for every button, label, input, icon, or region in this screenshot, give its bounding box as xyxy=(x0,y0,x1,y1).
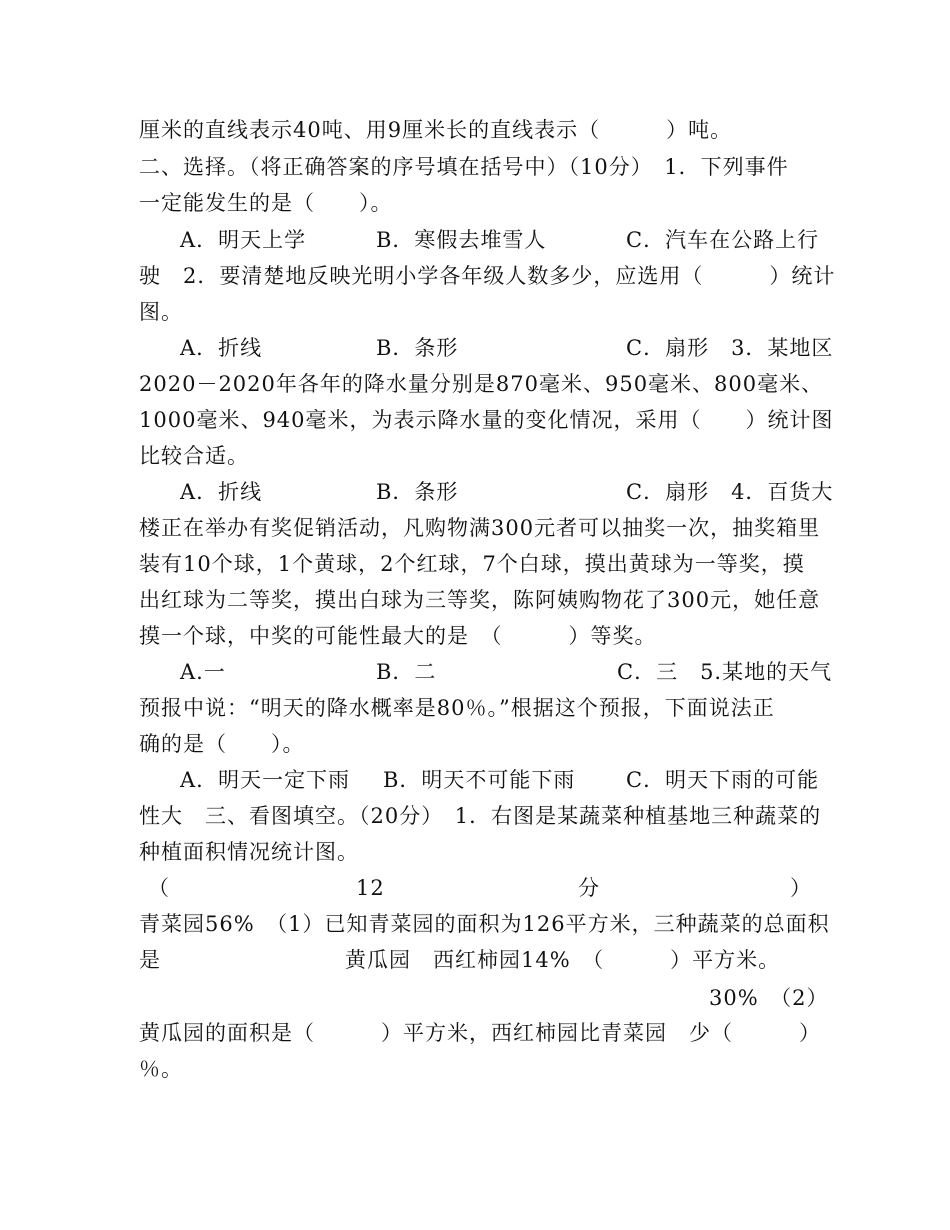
text-line: 2020－2020年各年的降水量分别是870毫米、950毫米、800毫米、 xyxy=(139,372,824,396)
option-a: A．折线 xyxy=(158,480,263,504)
option-a: A．明天上学 xyxy=(158,228,307,252)
option-b: B．条形 xyxy=(376,336,459,360)
text-line: 青菜园56% （1）已知青菜园的面积为126平方米，三种蔬菜的总面积 xyxy=(139,912,830,936)
text-line: 摸一个球，中奖的可能性最大的是 （ ）等奖。 xyxy=(139,624,657,648)
text-line: 黄瓜园的面积是（ ）平方米，西红柿园比青菜园 少（ ） xyxy=(139,1021,821,1045)
option-c: C．扇形 3．某地区 xyxy=(626,336,834,360)
score-value: 12 xyxy=(356,876,385,900)
option-b: B．二 xyxy=(376,660,437,684)
text-line: 30% （2） xyxy=(709,986,829,1010)
option-c: C．汽车在公路上行 xyxy=(626,228,820,252)
text-line: 1000毫米、940毫米，为表示降水量的变化情况，采用（ ）统计图 xyxy=(139,408,834,432)
score-unit: 分 xyxy=(578,876,600,900)
text-line: 一定能发生的是（ ）。 xyxy=(139,191,393,215)
text-line: 预报中说：“明天的降水概率是80％。”根据这个预报，下面说法正 xyxy=(139,696,775,720)
text-line: 是 xyxy=(139,948,161,972)
text-line: 图。 xyxy=(139,300,183,324)
text-line: 黄瓜园 西红柿园14% （ ）平方米。 xyxy=(345,948,781,972)
text-line: 确的是（ ）。 xyxy=(139,732,305,756)
option-b: B．条形 xyxy=(376,480,459,504)
option-a: A．折线 xyxy=(158,336,263,360)
section-three-heading: 性大 三、看图填空。（20分） 1．右图是某蔬菜种植基地三种蔬菜的 xyxy=(139,804,822,828)
option-a: A．明天一定下雨 xyxy=(158,768,351,792)
option-a: A.一 xyxy=(158,660,226,684)
score-open-paren: （ xyxy=(148,876,170,900)
option-b: B．明天不可能下雨 xyxy=(383,768,576,792)
text-line: 出红球为二等奖，摸出白球为三等奖，陈阿姨购物花了300元，她任意 xyxy=(139,588,821,612)
text-line: 装有10个球，1个黄球，2个红球，7个白球，摸出黄球为一等奖，摸 xyxy=(139,552,805,576)
text-line: 比较合适。 xyxy=(139,444,249,468)
text-line: ％。 xyxy=(139,1057,183,1081)
option-c: C．明天下雨的可能 xyxy=(626,768,820,792)
text-line: 楼正在举办有奖促销活动，凡购物满300元者可以抽奖一次，抽奖箱里 xyxy=(139,516,821,540)
text-line: 驶 2．要清楚地反映光明小学各年级人数多少，应选用（ ）统计 xyxy=(139,264,836,288)
section-two-heading: 二、选择。（将正确答案的序号填在括号中）（10分） 1．下列事件 xyxy=(139,155,789,179)
score-close-paren: ） xyxy=(790,876,812,900)
option-b: B．寒假去堆雪人 xyxy=(376,228,547,252)
option-c: C．扇形 4．百货大 xyxy=(626,480,834,504)
text-line: 种植面积情况统计图。 xyxy=(139,840,359,864)
option-c: C．三 5.某地的天气 xyxy=(617,660,833,684)
text-line: 厘米的直线表示40吨、用9厘米长的直线表示（ ）吨。 xyxy=(139,118,733,142)
